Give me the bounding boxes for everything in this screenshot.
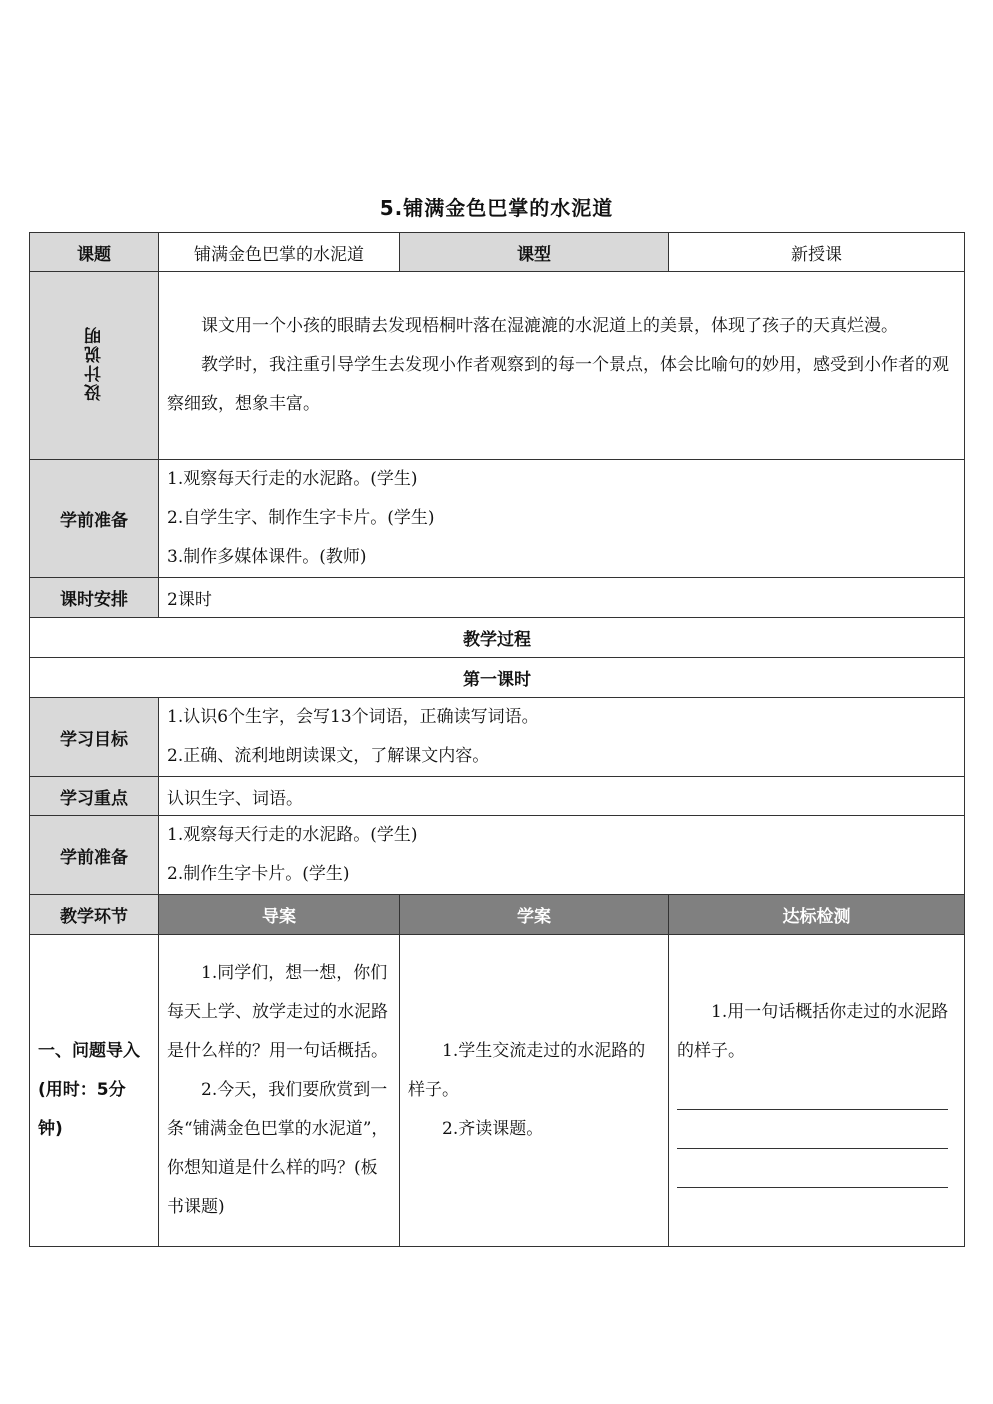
preparation2-label: 学前准备	[30, 816, 159, 895]
columns-header-row	[30, 895, 965, 935]
lesson-title: 第一课时	[30, 658, 965, 698]
stage1-guide	[159, 935, 400, 1247]
column-study: 学案	[400, 895, 669, 935]
preparation2-item: 1.观察每天行走的水泥路。(学生)	[167, 825, 418, 845]
document-title: 5.铺满金色巴掌的水泥道	[379, 196, 614, 220]
goal-item: 1.认识6个生字，会写13个词语，正确读写词语。	[167, 707, 539, 727]
answer-blank-line[interactable]	[677, 1110, 948, 1149]
lesson-title-row	[30, 658, 965, 698]
stage1-guide-paragraph: 1.同学们，想一想，你们每天上学、放学走过的水泥路是什么样的？用一句话概括。	[167, 963, 388, 1061]
focus-label: 学习重点	[30, 777, 159, 816]
goals-label: 学习目标	[30, 698, 159, 777]
schedule-row	[30, 578, 965, 618]
preparation2-row	[30, 816, 965, 895]
schedule-label: 课时安排	[30, 578, 159, 618]
design-row	[30, 272, 965, 460]
lesson-plan-table	[29, 232, 965, 1247]
preparation2-item: 2.制作生字卡片。(学生)	[167, 864, 350, 884]
stage1-study-item: 2.齐读课题。	[442, 1119, 544, 1139]
design-label: 设计说明	[84, 325, 105, 401]
stage1-study-item: 1.学生交流走过的水泥路的样子。	[408, 1041, 646, 1100]
info-row	[30, 233, 965, 272]
preparation-item: 2.自学生字、制作生字卡片。(学生)	[167, 508, 435, 528]
stage1-check-question: 1.用一句话概括你走过的水泥路的样子。	[677, 1002, 949, 1061]
stage1-row	[30, 935, 965, 1247]
preparation-content	[159, 460, 965, 578]
stage1-name: 一、问题导入(用时：5分钟)	[30, 935, 159, 1247]
column-check: 达标检测	[669, 895, 965, 935]
goals-row	[30, 698, 965, 777]
process-title-row	[30, 618, 965, 658]
type-value: 新授课	[669, 233, 965, 272]
schedule-value: 2课时	[159, 578, 965, 618]
stage1-check	[669, 935, 965, 1247]
goal-item: 2.正确、流利地朗读课文，了解课文内容。	[167, 746, 490, 766]
topic-value: 铺满金色巴掌的水泥道	[159, 233, 400, 272]
focus-row	[30, 777, 965, 816]
focus-value: 认识生字、词语。	[159, 777, 965, 816]
type-label: 课型	[400, 233, 669, 272]
topic-label: 课题	[30, 233, 159, 272]
column-guide: 导案	[159, 895, 400, 935]
design-content	[159, 272, 965, 460]
preparation-label: 学前准备	[30, 460, 159, 578]
answer-blank-line[interactable]	[677, 1149, 948, 1188]
design-paragraph: 教学时，我注重引导学生去发现小作者观察到的每一个景点，体会比喻句的妙用，感受到小作者的观察细致，想象丰富。	[167, 355, 949, 414]
column-stage: 教学环节	[30, 895, 159, 935]
design-paragraph: 课文用一个小孩的眼睛去发现梧桐叶落在湿漉漉的水泥道上的美景，体现了孩子的天真烂漫。	[201, 316, 898, 336]
preparation-item: 1.观察每天行走的水泥路。(学生)	[167, 469, 418, 489]
preparation2-content	[159, 816, 965, 895]
preparation-item: 3.制作多媒体课件。(教师)	[167, 547, 367, 567]
stage1-study	[400, 935, 669, 1247]
stage1-guide-paragraph: 2.今天，我们要欣赏到一条“铺满金色巴掌的水泥道”，你想知道是什么样的吗？(板书课题)	[167, 1080, 389, 1217]
answer-blank-line[interactable]	[677, 1071, 948, 1110]
design-label-cell	[30, 272, 159, 460]
process-title: 教学过程	[30, 618, 965, 658]
goals-content	[159, 698, 965, 777]
preparation-row	[30, 460, 965, 578]
